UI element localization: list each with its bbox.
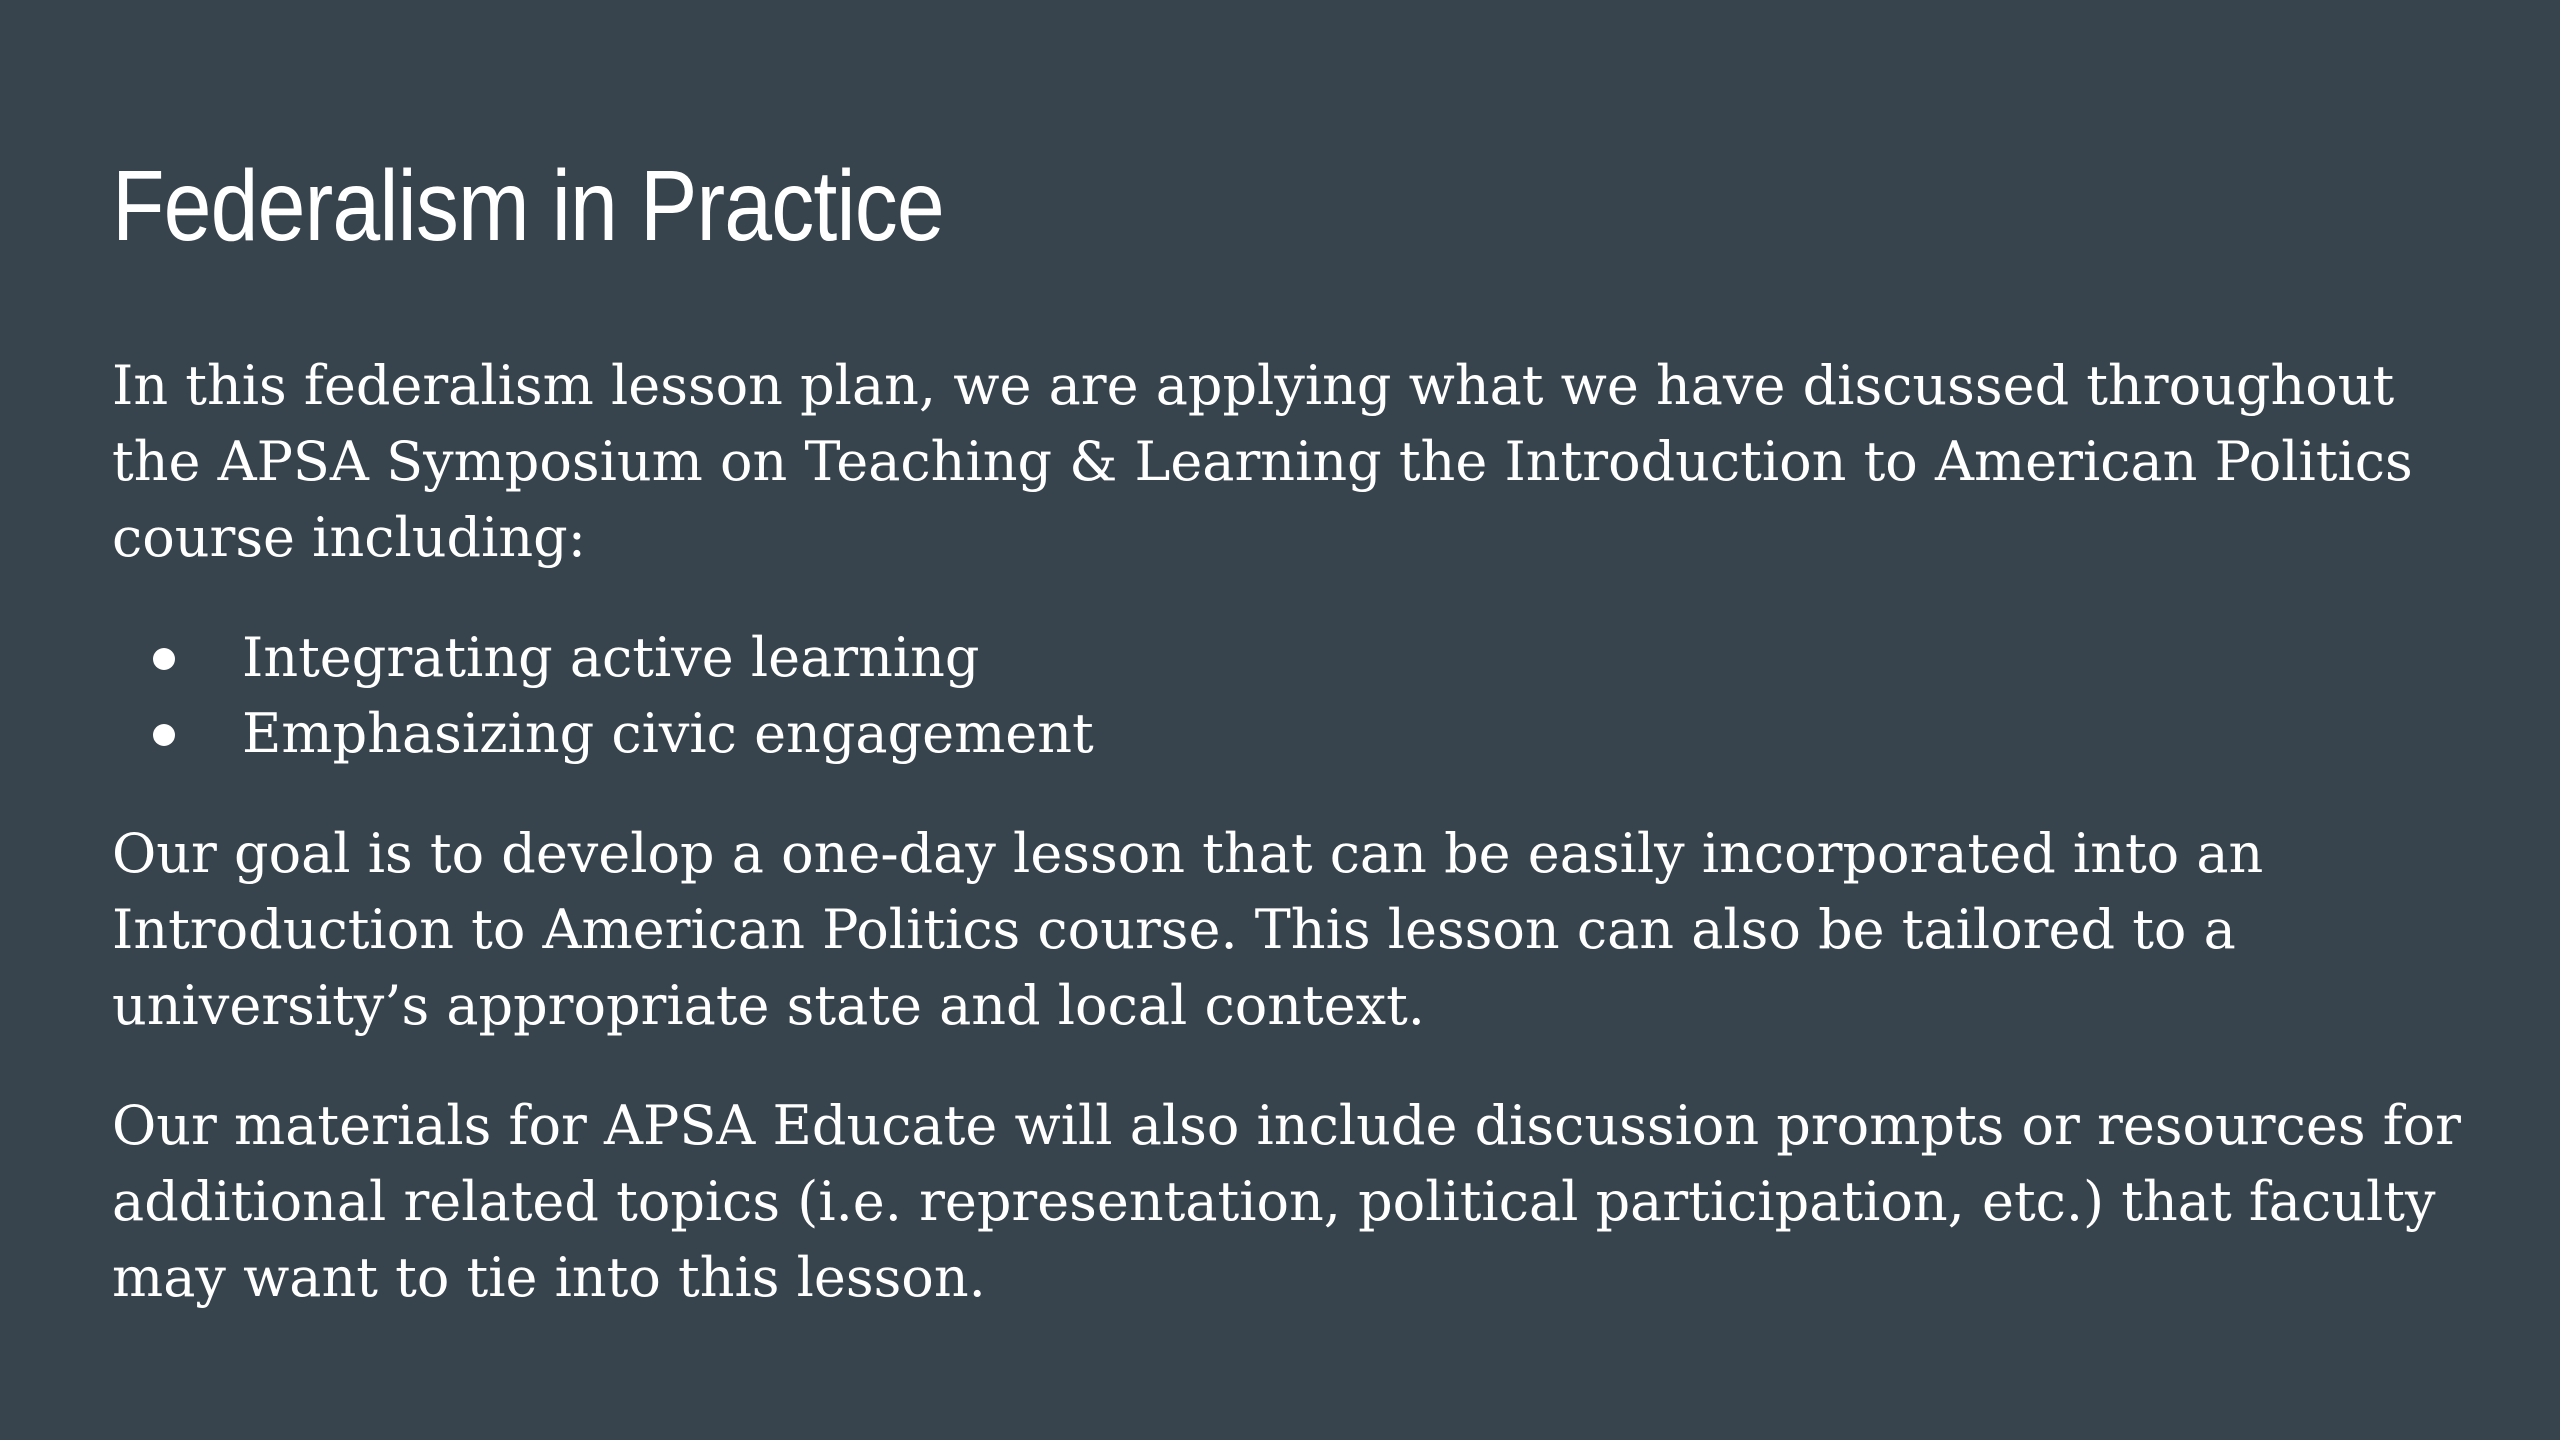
bullet-item (112, 620, 2472, 696)
slide-body (112, 348, 2472, 1316)
bullet-list (112, 620, 2472, 772)
slide-title: Federalism in Practice (112, 150, 944, 262)
bullet-text: Integrating active learning (242, 626, 980, 689)
bullet-dot-icon (153, 724, 175, 746)
bullet-text: Emphasizing civic engagement (242, 702, 1094, 765)
goal-paragraph: Our goal is to develop a one-day lesson that can be easily incorporated into an Introduction to American Politics course. This lesson can also be tailored to a university’s appropriate state and local context. (112, 822, 2264, 1037)
intro-paragraph: In this federalism lesson plan, we are applying what we have discussed throughout the APSA Symposium on Teaching & Learning the Introduction to American Politics course including: (112, 354, 2413, 569)
bullet-item (112, 696, 2472, 772)
bullet-dot-icon (153, 648, 175, 670)
materials-paragraph: Our materials for APSA Educate will also include discussion prompts or resources for additional related topics (i.e. representation, political participation, etc.) that faculty may want to tie into this lesson. (112, 1094, 2461, 1309)
